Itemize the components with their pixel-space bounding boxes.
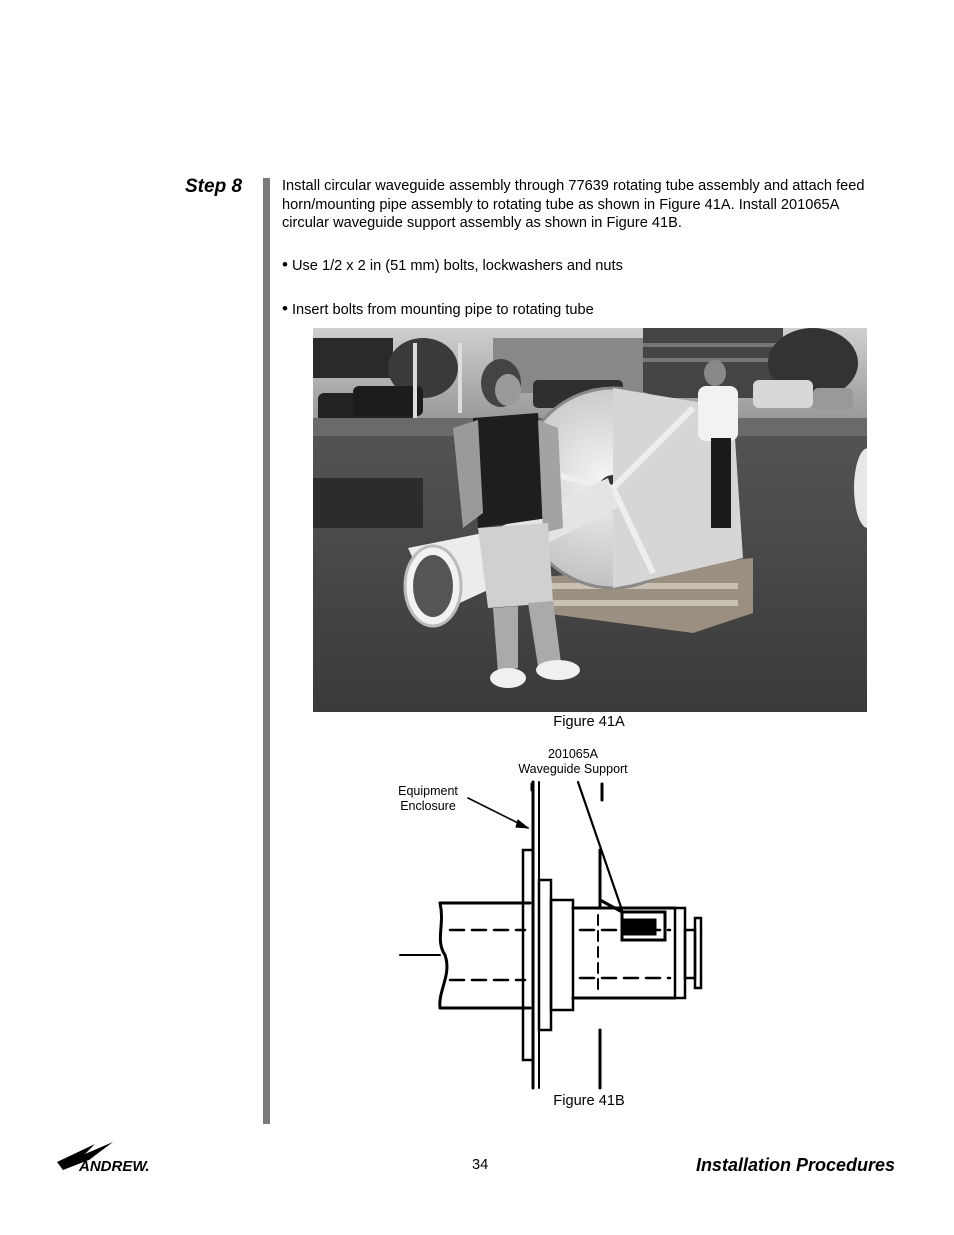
step-label: Step 8 — [185, 176, 243, 197]
callout-part-number: 201065A — [547, 747, 599, 761]
bullet-dot-icon: • — [282, 299, 288, 318]
step-sidebar-bar — [263, 178, 270, 1124]
callout-line-1: Equipment — [398, 784, 458, 798]
section-title: Installation Procedures — [695, 1155, 895, 1175]
figure-41a-caption: Figure 41A — [553, 714, 625, 730]
logo-text: ANDREW. — [79, 1158, 150, 1175]
callout-line-2: Enclosure — [400, 799, 456, 813]
bullet-item-2 — [282, 300, 594, 319]
step-instruction: Install circular waveguide assembly through 77639 rotating tube assembly and attach feed horn/mounting pipe assembly to rotating tube as shown in Figure 41A. Install 201065A circular waveguide support assembly as shown in Figure 41B. — [282, 178, 865, 231]
bullet-text: Insert bolts from mounting pipe to rotating tube — [291, 302, 594, 318]
page-number: 34 — [472, 1157, 489, 1173]
figure-41b-caption: Figure 41B — [553, 1093, 625, 1109]
andrew-logo — [55, 1140, 175, 1181]
bullet-item-1 — [282, 256, 623, 275]
callout-part-name: Waveguide Support — [518, 762, 628, 776]
bullet-dot-icon: • — [282, 255, 288, 274]
figure-41b-diagram — [390, 740, 720, 1097]
bullet-text: Use 1/2 x 2 in (51 mm) bolts, lockwashers and nuts — [291, 258, 623, 274]
figure-41a-photo — [313, 328, 867, 712]
